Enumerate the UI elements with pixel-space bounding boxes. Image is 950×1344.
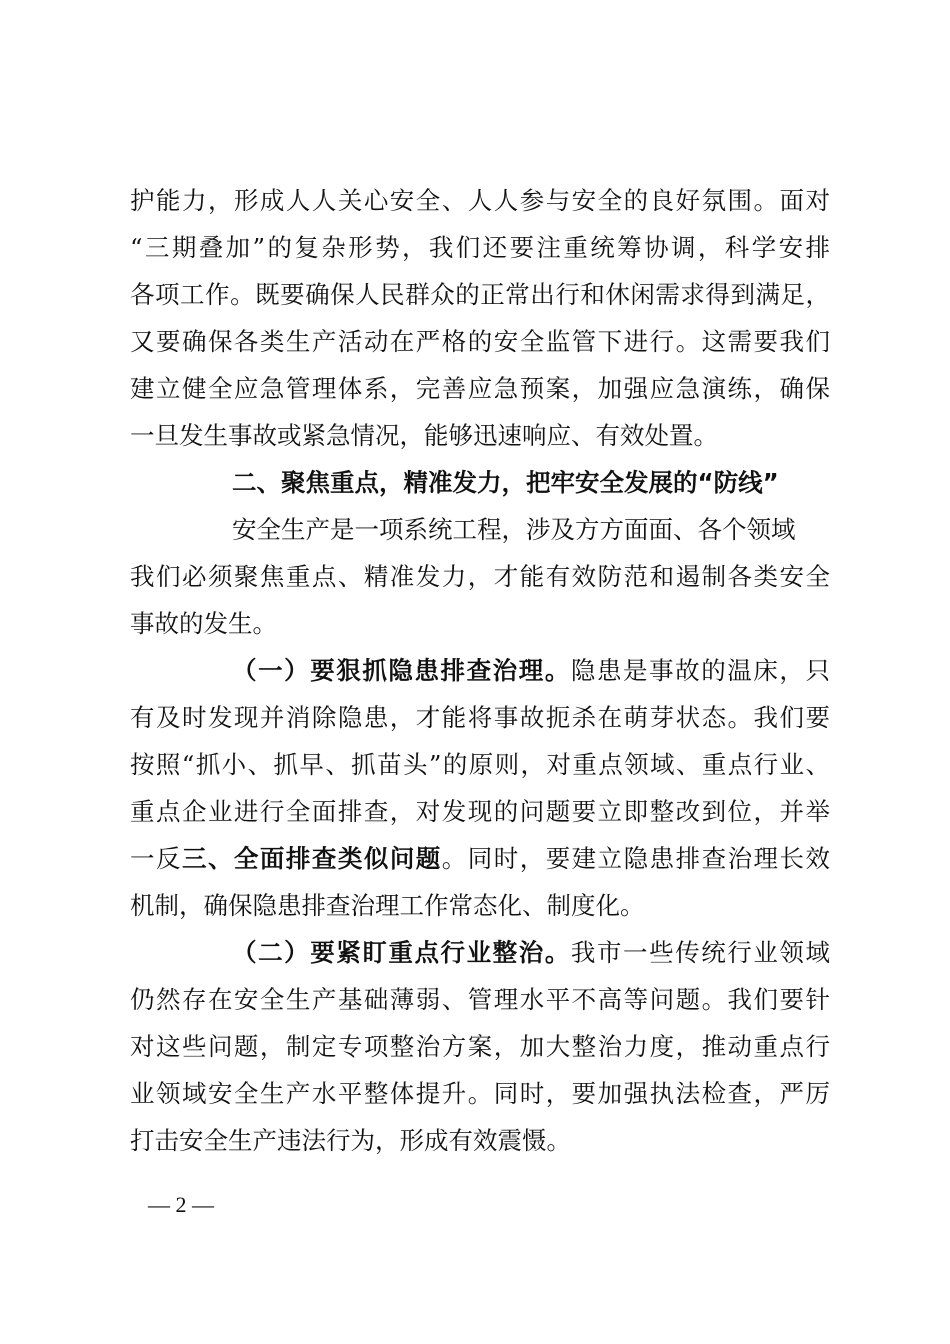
paragraph-line: 一旦发生事故或紧急情况，能够迅速响应、有效处置。 bbox=[130, 421, 718, 450]
subsection-first-line bbox=[232, 938, 830, 968]
paragraph-line: 按照“抓小、抓早、抓苗头”的原则，对重点领域、重点行业、 bbox=[130, 750, 830, 779]
paragraph-line: 业领域安全生产水平整体提升。同时，要加强执法检查，严厉 bbox=[130, 1079, 830, 1108]
paragraph-line: 安全生产是一项系统工程，涉及方方面面、各个领域 bbox=[232, 515, 796, 544]
paragraph-line: 事故的发生。 bbox=[130, 609, 277, 638]
paragraph-line: 仍然存在安全生产基础薄弱、管理水平不高等问题。我们要针 bbox=[130, 985, 830, 1014]
paragraph-line bbox=[130, 844, 830, 874]
subsection-first-line bbox=[232, 656, 830, 686]
paragraph-text: 。同时，要建立隐患排查治理长效 bbox=[441, 844, 831, 873]
paragraph-line: 重点企业进行全面排查，对发现的问题要立即整改到位，并举 bbox=[130, 797, 830, 826]
paragraph-line: 各项工作。既要确保人民群众的正常出行和休闲需求得到满足， bbox=[130, 280, 830, 309]
page-number: — 2 — bbox=[148, 1192, 214, 1217]
paragraph-line: 对这些问题，制定专项整治方案，加大整治力度，推动重点行 bbox=[130, 1032, 830, 1061]
bold-phrase: 三、全面排查类似问题 bbox=[181, 844, 442, 873]
paragraph-line: 机制，确保隐患排查治理工作常态化、制度化。 bbox=[130, 891, 645, 920]
subsection-title: （二）要紧盯重点行业整治。 bbox=[232, 938, 571, 967]
paragraph-line: 有及时发现并消除隐患，才能将事故扼杀在萌芽状态。我们要 bbox=[130, 703, 830, 732]
paragraph-text: 隐患是事故的温床，只 bbox=[570, 656, 831, 685]
paragraph-line: 又要确保各类生产活动在严格的安全监管下进行。这需要我们 bbox=[130, 327, 830, 356]
paragraph-line: 打击安全生产违法行为，形成有效震慑。 bbox=[130, 1126, 571, 1155]
paragraph-line: 建立健全应急管理体系，完善应急预案，加强应急演练，确保 bbox=[130, 374, 830, 403]
paragraph-line: 我们必须聚焦重点、精准发力，才能有效防范和遏制各类安全 bbox=[130, 562, 830, 591]
paragraph-text: 我市一些传统行业领域 bbox=[570, 938, 831, 967]
section-heading: 二、聚焦重点，精准发力，把牢安全发展的“防线” bbox=[232, 468, 779, 497]
subsection-title: （一）要狠抓隐患排查治理。 bbox=[232, 656, 571, 685]
paragraph-line: “三期叠加”的复杂形势，我们还要注重统筹协调，科学安排 bbox=[130, 233, 830, 262]
paragraph-line: 护能力，形成人人关心安全、人人参与安全的良好氛围。面对 bbox=[130, 186, 830, 215]
paragraph-text: 一反 bbox=[130, 844, 182, 873]
